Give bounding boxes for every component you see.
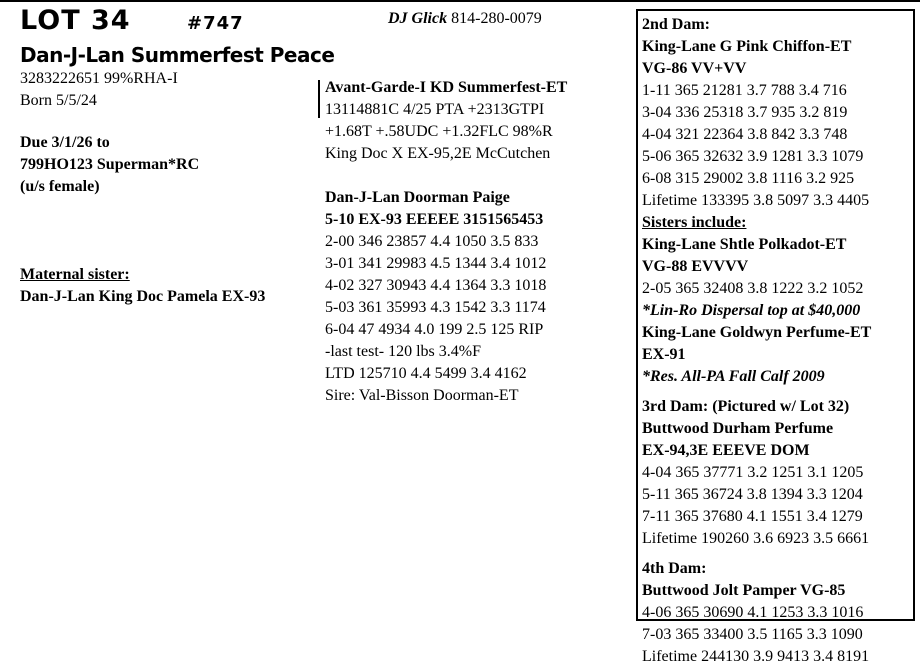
second-dam-lifetime: Lifetime 133395 3.8 5097 3.3 4405	[642, 192, 870, 209]
sister-name: King-Lane Goldwyn Perfume-ET	[642, 324, 872, 341]
sire-bracket	[318, 80, 320, 118]
lot-number: #747	[187, 13, 244, 34]
second-dam-heading: 2nd Dam:	[642, 16, 711, 33]
sister-name: King-Lane Shtle Polkadot-ET	[642, 236, 847, 253]
sire-name: Avant-Garde-I KD Summerfest-ET	[325, 79, 568, 96]
fourth-dam-lifetime: Lifetime 244130 3.9 9413 3.4 8191	[642, 648, 870, 665]
sister-note: *Res. All-PA Fall Calf 2009	[642, 368, 825, 385]
second-dam-record: 6-08 315 29002 3.8 1116 3.2 925	[642, 170, 855, 187]
fourth-dam-record: 4-06 365 30690 4.1 1253 3.3 1016	[642, 604, 864, 621]
maternal-line	[642, 14, 871, 668]
due-block	[20, 132, 199, 198]
dam-record: 5-03 361 35993 4.3 1542 3.3 1174	[325, 299, 546, 316]
maternal-sister-name: Dan-J-Lan King Doc Pamela EX-93	[20, 288, 266, 305]
pregnancy-note: (u/s female)	[20, 178, 100, 195]
second-dam-record: 4-04 321 22364 3.8 842 3.3 748	[642, 126, 848, 143]
animal-name: Dan-J-Lan Summerfest Peace	[20, 43, 335, 67]
second-dam-name: King-Lane G Pink Chiffon-ET	[642, 38, 852, 55]
sisters-heading: Sisters include:	[642, 214, 747, 231]
sire-line: King Doc X EX-95,2E McCutchen	[325, 145, 551, 162]
second-dam-record: 1-11 365 21281 3.7 788 3.4 716	[642, 82, 847, 99]
second-dam-classification: VG-86 VV+VV	[642, 60, 747, 77]
third-dam-classification: EX-94,3E EEEVE DOM	[642, 442, 810, 459]
dam-record: 6-04 47 4934 4.0 199 2.5 125 RIP	[325, 321, 544, 338]
service-sire: 799HO123 Superman*RC	[20, 156, 200, 173]
sire-line: 13114881C 4/25 PTA +2313GTPI	[325, 101, 545, 118]
fourth-dam-name: Buttwood Jolt Pamper VG-85	[642, 582, 846, 599]
sister-classification: EX-91	[642, 346, 686, 363]
third-dam-record: 4-04 365 37771 3.2 1251 3.1 1205	[642, 464, 864, 481]
sister-record: 2-05 365 32408 3.8 1222 3.2 1052	[642, 280, 864, 297]
third-dam-lifetime: Lifetime 190260 3.6 6923 3.5 6661	[642, 530, 870, 547]
animal-details	[20, 68, 178, 112]
sister-classification: VG-88 EVVVV	[642, 258, 749, 275]
maternal-sister-block	[20, 264, 265, 308]
third-dam-name: Buttwood Durham Perfume	[642, 420, 834, 437]
consignor-name: DJ Glick	[388, 10, 448, 27]
second-dam-record: 3-04 336 25318 3.7 935 3.2 819	[642, 104, 848, 121]
dam-record: -last test- 120 lbs 3.4%F	[325, 343, 481, 360]
dam-record: 4-02 327 30943 4.4 1364 3.3 1018	[325, 277, 547, 294]
dam-sire: Sire: Val-Bisson Doorman-ET	[325, 387, 519, 404]
dam-name: Dan-J-Lan Doorman Paige	[325, 189, 510, 206]
pedigree-middle	[325, 77, 567, 407]
fourth-dam-record: 7-03 365 33400 3.5 1165 3.3 1090	[642, 626, 863, 643]
consignor	[388, 9, 542, 29]
consignor-phone: 814-280-0079	[451, 10, 542, 27]
birth-date: Born 5/5/24	[20, 92, 97, 109]
sister-note: *Lin-Ro Dispersal top at $40,000	[642, 302, 861, 319]
dam-record: 3-01 341 29983 4.5 1344 3.4 1012	[325, 255, 547, 272]
top-rule	[0, 0, 920, 2]
dam-classification: 5-10 EX-93 EEEEE 3151565453	[325, 211, 544, 228]
fourth-dam-heading: 4th Dam:	[642, 560, 707, 577]
lot-label: LOT 34	[20, 5, 131, 36]
maternal-sister-heading: Maternal sister:	[20, 266, 130, 283]
due-date: Due 3/1/26 to	[20, 134, 110, 151]
third-dam-heading: 3rd Dam: (Pictured w/ Lot 32)	[642, 398, 850, 415]
second-dam-record: 5-06 365 32632 3.9 1281 3.3 1079	[642, 148, 864, 165]
third-dam-record: 7-11 365 37680 4.1 1551 3.4 1279	[642, 508, 863, 525]
registration-line: 3283222651 99%RHA-I	[20, 70, 178, 87]
dam-record: 2-00 346 23857 4.4 1050 3.5 833	[325, 233, 539, 250]
sire-line: +1.68T +.58UDC +1.32FLC 98%R	[325, 123, 553, 140]
dam-record: LTD 125710 4.4 5499 3.4 4162	[325, 365, 527, 382]
third-dam-record: 5-11 365 36724 3.8 1394 3.3 1204	[642, 486, 863, 503]
